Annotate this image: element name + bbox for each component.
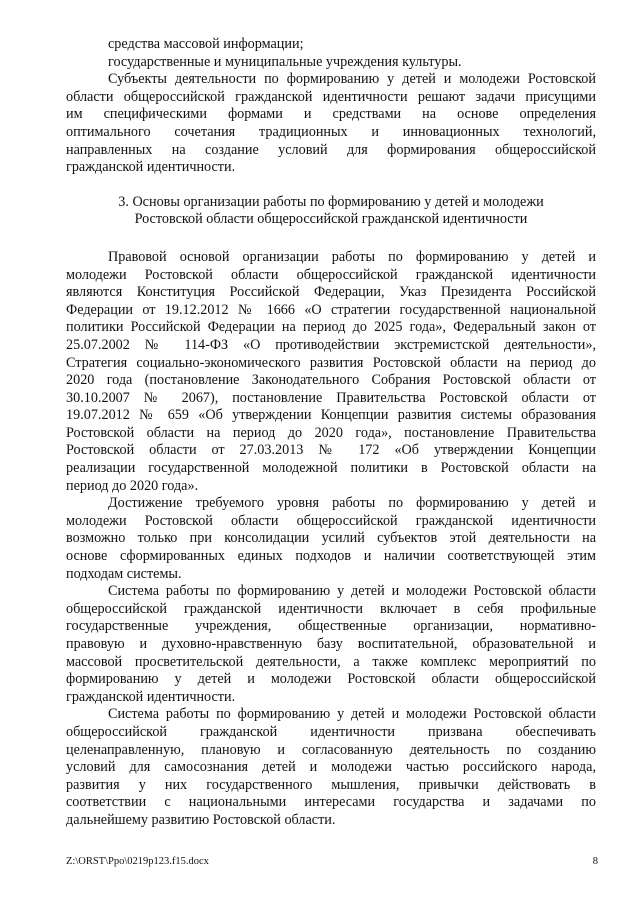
text-line: Стратегия социально-экономического развития Ростовской области на период до (66, 354, 596, 371)
text-line: правовую и духовно-нравственную базу воспитательной, образовательной и (66, 636, 596, 652)
text-line: 25.07.2002 № 114-ФЗ «О противодействии экстремистской деятельности», (66, 336, 596, 353)
text-line: целенаправленную, плановую и согласованную деятельность по созданию (66, 741, 596, 758)
text-line: политики Российской Федерации на период до 2025 года», Федеральный закон от (66, 319, 596, 336)
section-heading (66, 194, 596, 229)
text-line: молодежи Ростовской области общероссийской гражданской идентичности (66, 512, 596, 529)
top-list (66, 36, 596, 71)
paragraph-achievement (66, 495, 596, 583)
paragraph-system-includes (66, 583, 596, 706)
text-line: являются Конституция Российской Федерации, Указ Президента Российской (66, 284, 596, 301)
text-line: Достижение требуемого уровня работы по формированию у детей и (108, 495, 596, 512)
text-line: Субъекты деятельности по формированию у детей и молодежи Ростовской (108, 71, 596, 88)
text-line: Система работы по формированию у детей и молодежи Ростовской области (108, 706, 596, 723)
document-page (66, 36, 596, 830)
text-line: условий для самосознания детей и молодежи частью российского народа, (66, 759, 596, 776)
text-line: дальнейшему развитию Ростовской области. (66, 811, 336, 828)
text-line: им специфическими формами и средствами на основе определения (66, 106, 596, 123)
text-line: области общероссийской гражданской идентичности решают задачи присущими (66, 88, 596, 105)
text-line: государственные учреждения, общественные организации, нормативно- (66, 618, 596, 635)
list-item: государственные и муниципальные учреждения культуры. (108, 53, 462, 70)
paragraph-system-purpose (66, 706, 596, 829)
text-line: период до 2020 года». (66, 477, 199, 494)
text-line: Система работы по формированию у детей и молодежи Ростовской области (108, 583, 596, 600)
paragraph-intro (66, 71, 596, 177)
footer-file-path: Z:\ORST\Ppo\0219p123.f15.docx (66, 856, 209, 867)
text-line: направленных на создание условий для формирования общероссийской (66, 141, 596, 158)
text-line: реализации государственной молодежной политики в Ростовской области на (66, 460, 596, 477)
heading-line: 3. Основы организации работы по формированию у детей и молодежи (118, 193, 544, 210)
text-line: общероссийской гражданской идентичности включает в себя профильные (66, 600, 596, 617)
text-line: соответствии с национальными интересами государства и задачами по (66, 794, 596, 811)
paragraph-legal-basis (66, 249, 596, 495)
text-line: подходам системы. (66, 565, 182, 582)
text-line: возможно только при консолидации усилий субъектов этой деятельности на (66, 530, 596, 547)
text-line: Ростовской области на период до 2020 года», постановление Правительства (66, 424, 596, 441)
text-line: развития у них государственного мышления, привычки действовать в (66, 776, 596, 793)
text-line: молодежи Ростовской области общероссийской гражданской идентичности (66, 266, 596, 283)
text-line: оптимального сочетания традиционных и инновационных технологий, (66, 123, 596, 140)
text-line: 2020 года (постановление Законодательного Собрания Ростовской области от (66, 372, 596, 389)
text-line: гражданской идентичности. (66, 688, 236, 705)
text-line: общероссийской гражданской идентичности призвана обеспечивать (66, 723, 596, 740)
list-item: средства массовой информации; (108, 36, 304, 52)
text-line: массовой просветительской деятельности, а также комплекс мероприятий по (66, 653, 596, 670)
text-line: Правовой основой организации работы по формированию у детей и (108, 248, 596, 265)
text-line: основе сформированных единых подходов и наличии соответствующей этим (66, 548, 596, 565)
heading-line: Ростовской области общероссийской гражданской идентичности (134, 211, 528, 228)
text-line: Федерации от 19.12.2012 № 1666 «О стратегии государственной национальной (66, 301, 596, 318)
text-line: гражданской идентичности. (66, 159, 236, 176)
text-line: Ростовской области от 27.03.2013 № 172 «Об утверждении Концепции (66, 442, 596, 459)
text-line: формированию у детей и молодежи Ростовской области общероссийской (66, 671, 596, 688)
text-line: 19.07.2012 № 659 «Об утверждении Концепции развития системы образования (66, 407, 596, 424)
page-number: 8 (592, 856, 598, 867)
text-line: 30.10.2007 № 2067), постановление Правительства Ростовской области от (66, 389, 596, 406)
